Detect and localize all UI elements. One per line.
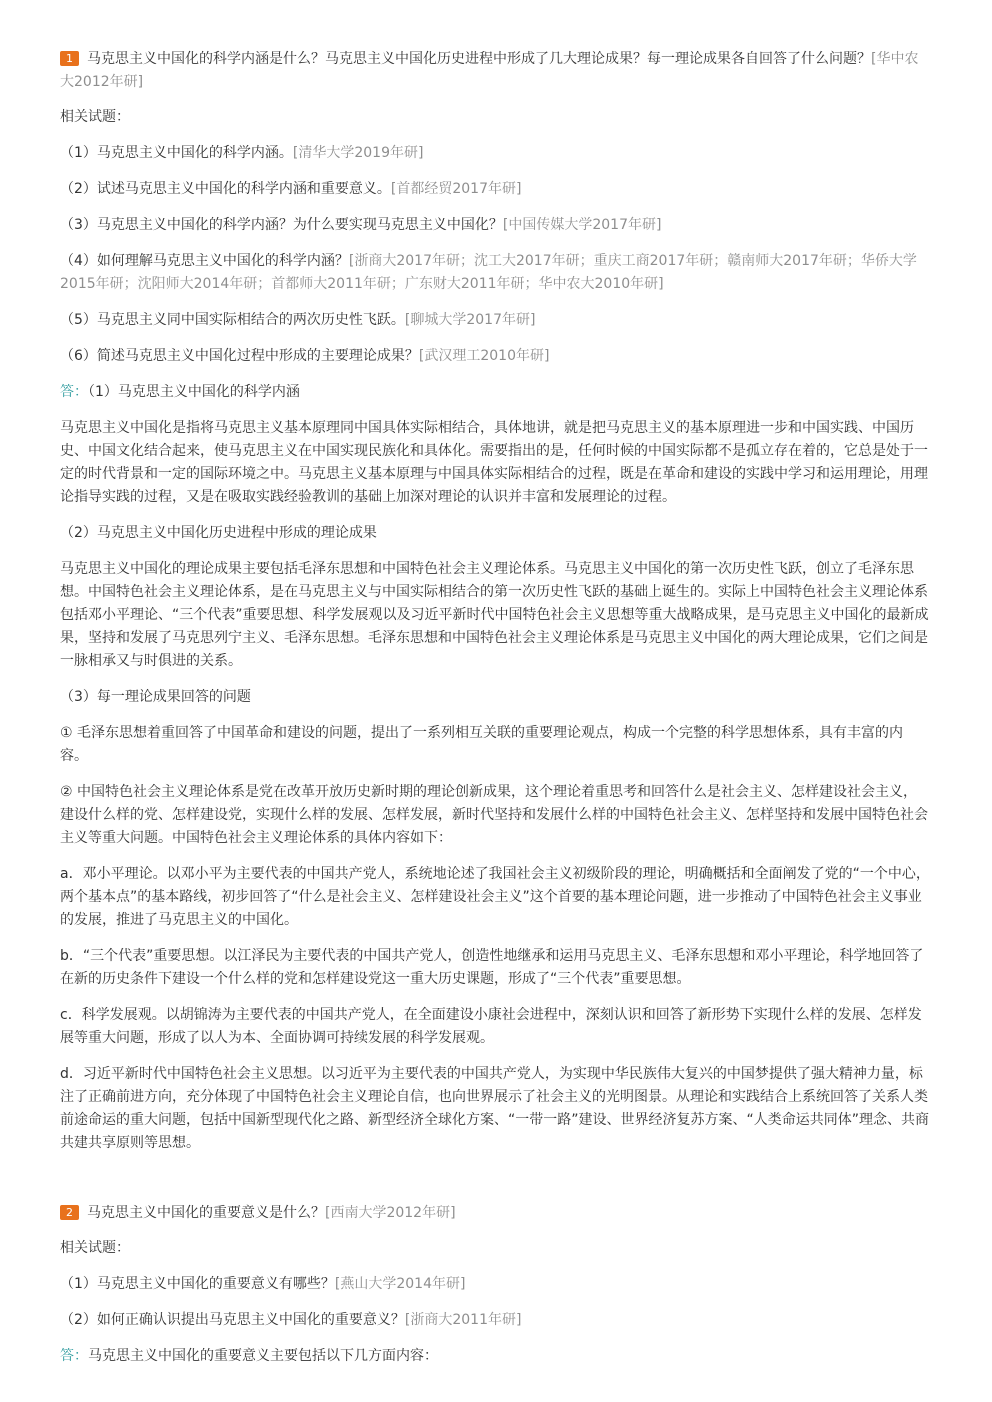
related-item-text: （5）马克思主义同中国实际相结合的两次历史性飞跃。 <box>60 312 405 328</box>
related-item-text: （1）马克思主义中国化的科学内涵。 <box>60 145 293 161</box>
answer-paragraph: 马克思主义中国化是指将马克思主义基本原理同中国具体实际相结合，具体地讲，就是把马克思主义的基本原理进一步和中国实践、中国历史、中国文化结合起来，使马克思主义在中国实现民族化和具体化。需要指出的是，任何时候的中国实际都不是孤立存在着的，它总是处于一定的时代背景和一定的国际环境之中。马克思主义基本原理与中国具体实际相结合的过程，既是在革命和建设的实践中学习和运用理论，用理论指导实践的过程，又是在吸取实践经验教训的基础上加深对理论的认识并丰富和发展理论的过程。 <box>60 420 928 505</box>
answer-label: 答： <box>60 384 88 400</box>
related-item-text: （4）如何理解马克思主义中国化的科学内涵？ <box>60 253 349 269</box>
related-item <box>60 1273 930 1296</box>
related-item-text: （1）马克思主义中国化的重要意义有哪些？ <box>60 1276 335 1292</box>
related-item-source: [燕山大学2014年研] <box>334 1276 466 1292</box>
answer-heading: 马克思主义中国化的重要意义主要包括以下几方面内容： <box>88 1348 438 1364</box>
answer-intro <box>60 1345 930 1368</box>
related-item-source: [浙商大2017年研；沈工大2017年研；重庆工商2017年研；赣南师大2017年研；华侨大学2015年研；沈阳师大2014年研；首都师大2011年研；广东财大2011年研；华中农大2010年研] <box>60 253 917 292</box>
answer-paragraph: ② 中国特色社会主义理论体系是党在改革开放历史新时期的理论创新成果，这个理论着重思考和回答什么是社会主义、怎样建设社会主义，建设什么样的党、怎样建设党，实现什么样的发展、怎样发展，新时代坚持和发展什么样的中国特色社会主义、怎样坚持和发展中国特色社会主义等重大问题。中国特色社会主义理论体系的具体内容如下： <box>60 784 928 846</box>
related-item-source: [清华大学2019年研] <box>292 145 424 161</box>
related-label: 相关试题： <box>60 1240 130 1256</box>
question-2 <box>60 1202 930 1225</box>
question-1 <box>60 48 930 94</box>
question-source: [西南大学2012年研] <box>325 1205 456 1221</box>
related-item <box>60 1309 930 1332</box>
answer-label: 答： <box>60 1348 88 1364</box>
related-item-text: （2）如何正确认识提出马克思主义中国化的重要意义？ <box>60 1312 405 1328</box>
question-text: 马克思主义中国化的科学内涵是什么？马克思主义中国化历史进程中形成了几大理论成果？每一理论成果各自回答了什么问题？ <box>87 51 871 67</box>
answer-paragraph: b．“三个代表”重要思想。以江泽民为主要代表的中国共产党人，创造性地继承和运用马克思主义、毛泽东思想和邓小平理论，科学地回答了在新的历史条件下建设一个什么样的党和怎样建设党这一重大历史课题，形成了“三个代表”重要思想。 <box>60 948 924 987</box>
related-item-source: [浙商大2011年研] <box>404 1312 522 1328</box>
answer-paragraph: ① 毛泽东思想着重回答了中国革命和建设的问题，提出了一系列相互关联的重要理论观点，构成一个完整的科学思想体系，具有丰富的内容。 <box>60 725 903 764</box>
related-item <box>60 250 930 296</box>
answer-heading: （2）马克思主义中国化历史进程中形成的理论成果 <box>60 525 377 541</box>
answer-heading: （1）马克思主义中国化的科学内涵 <box>88 384 300 400</box>
related-item <box>60 214 930 237</box>
answer-intro <box>60 381 930 404</box>
related-item-source: [武汉理工2010年研] <box>418 348 550 364</box>
answer-paragraph: c．科学发展观。以胡锦涛为主要代表的中国共产党人，在全面建设小康社会进程中，深刻认识和回答了新形势下实现什么样的发展、怎样发展等重大问题，形成了以人为本、全面协调可持续发展的科学发展观。 <box>60 1007 922 1046</box>
related-item-text: （2）试述马克思主义中国化的科学内涵和重要意义。 <box>60 181 391 197</box>
answer-paragraph: d．习近平新时代中国特色社会主义思想。以习近平为主要代表的中国共产党人，为实现中华民族伟大复兴的中国梦提供了强大精神力量，标注了正确前进方向，充分体现了中国特色社会主义理论自信，也向世界展示了社会主义的光明图景。从理论和实践结合上系统回答了关系人类前途命运的重大问题，包括中国新型现代化之路、新型经济全球化方案、“一带一路”建设、世界经济复苏方案、“人类命运共同体”理念、共商共建共享原则等思想。 <box>60 1066 930 1151</box>
related-item <box>60 178 930 201</box>
related-item-source: [中国传媒大学2017年研] <box>502 217 662 233</box>
related-label: 相关试题： <box>60 109 130 125</box>
related-item-source: [聊城大学2017年研] <box>404 312 536 328</box>
related-item <box>60 142 930 165</box>
question-number-badge: 1 <box>60 51 79 66</box>
related-item-text: （6）简述马克思主义中国化过程中形成的主要理论成果？ <box>60 348 419 364</box>
question-source: [华中农大2012年研] <box>60 51 919 90</box>
question-text: 马克思主义中国化的重要意义是什么？ <box>87 1205 325 1221</box>
answer-paragraph: 马克思主义中国化的理论成果主要包括毛泽东思想和中国特色社会主义理论体系。马克思主义中国化的第一次历史性飞跃，创立了毛泽东思想。中国特色社会主义理论体系，是在马克思主义与中国实际相结合的第一次历史性飞跃的基础上诞生的。实际上中国特色社会主义理论体系包括邓小平理论、“三个代表”重要思想、科学发展观以及习近平新时代中国特色社会主义思想等重大战略成果，是马克思主义中国化的最新成果，坚持和发展了马克思列宁主义、毛泽东思想。毛泽东思想和中国特色社会主义理论体系是马克思主义中国化的两大理论成果，它们之间是一脉相承又与时俱进的关系。 <box>60 561 929 669</box>
question-number-badge: 2 <box>60 1205 79 1220</box>
section-spacer <box>60 1168 930 1202</box>
related-item <box>60 309 930 332</box>
related-item-source: [首都经贸2017年研] <box>390 181 522 197</box>
answer-paragraph: a．邓小平理论。以邓小平为主要代表的中国共产党人，系统地论述了我国社会主义初级阶段的理论，明确概括和全面阐发了党的“一个中心，两个基本点”的基本路线，初步回答了“什么是社会主义、怎样建设社会主义”这个首要的基本理论问题，进一步推动了中国特色社会主义事业的发展，推进了马克思主义的中国化。 <box>60 866 930 928</box>
answer-heading: （3）每一理论成果回答的问题 <box>60 689 251 705</box>
related-item-text: （3）马克思主义中国化的科学内涵？为什么要实现马克思主义中国化？ <box>60 217 503 233</box>
related-item <box>60 345 930 368</box>
